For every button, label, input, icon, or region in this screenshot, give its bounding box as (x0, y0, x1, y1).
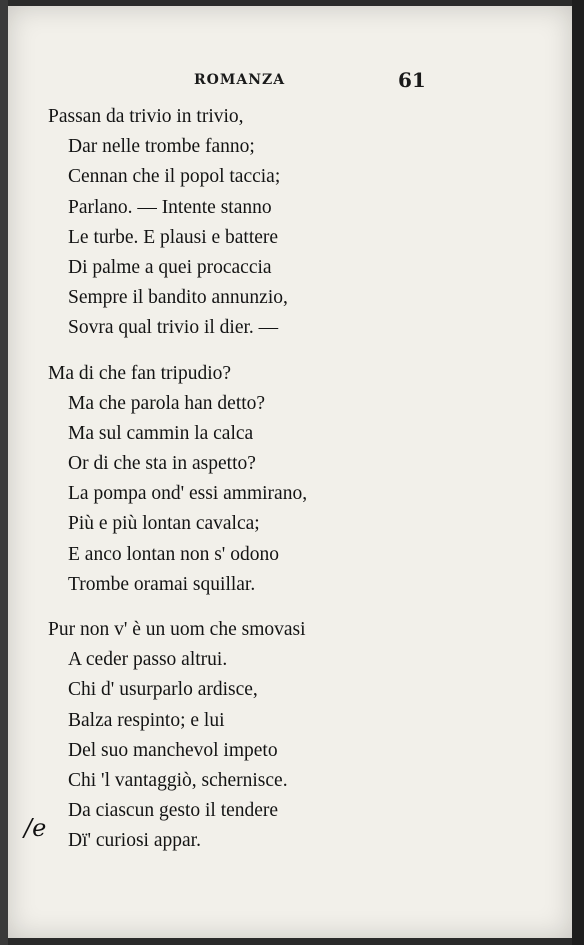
poem-line: Pur non v' è un uom che smovasi (48, 619, 306, 640)
poem-line: Di palme a quei procaccia (68, 256, 272, 278)
poem-line: La pompa ond' essi ammirano, (68, 483, 308, 505)
handwritten-margin-note: /e (24, 814, 47, 842)
stanza-2 (48, 359, 558, 601)
stanza-1 (48, 102, 558, 344)
page-header (8, 70, 572, 94)
poem-line: Parlano. — Intente stanno (68, 196, 272, 218)
poem-line: Ma che parola han detto? (68, 392, 266, 414)
poem-body (48, 102, 558, 872)
poem-line: A ceder passo altrui. (68, 649, 228, 671)
poem-line: Le turbe. E plausi e battere (68, 226, 279, 248)
stanza-3 (48, 615, 558, 857)
poem-line: E anco lontan non s' odono (68, 543, 279, 565)
poem-line: Da ciascun gesto il tendere (68, 800, 279, 822)
poem-line: Del suo manchevol impeto (68, 739, 278, 761)
poem-line: Dï' curiosi appar. (68, 830, 201, 852)
poem-line: Cennan che il popol taccia; (68, 166, 281, 188)
page-number: 61 (398, 68, 426, 92)
poem-line: Or di che sta in aspetto? (68, 453, 256, 475)
poem-line: Chi 'l vantaggiò, schernisce. (68, 769, 288, 791)
scan-right-edge (572, 0, 584, 945)
book-page (8, 6, 572, 938)
poem-line: Ma sul cammin la calca (68, 422, 254, 444)
poem-line: Balza respinto; e lui (68, 709, 225, 731)
poem-line: Trombe oramai squillar. (68, 573, 256, 595)
poem-line: Dar nelle trombe fanno; (68, 136, 255, 158)
poem-line: Chi d' usurparlo ardisce, (68, 679, 258, 701)
poem-line: Passan da trivio in trivio, (48, 106, 244, 127)
running-head: ROMANZA (194, 72, 286, 88)
poem-line: Sempre il bandito annunzio, (68, 287, 288, 309)
poem-line: Sovra qual trivio il dier. — (68, 317, 279, 339)
scan-left-edge (0, 0, 8, 945)
poem-line: Ma di che fan tripudio? (48, 362, 232, 384)
poem-line: Più e più lontan cavalca; (68, 513, 260, 535)
